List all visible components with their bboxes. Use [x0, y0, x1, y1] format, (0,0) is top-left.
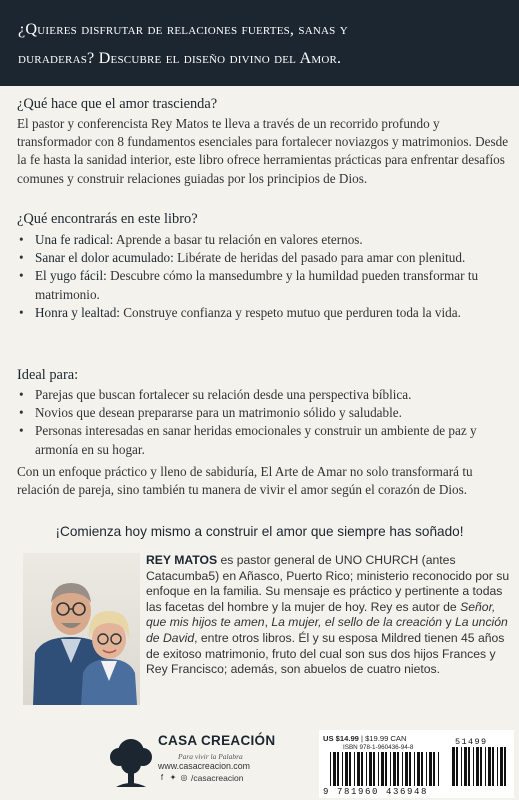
- addon-number: 51499: [455, 737, 488, 747]
- barcode-bar: [429, 752, 432, 786]
- barcode-bar: [402, 752, 403, 786]
- barcode-bar: [369, 752, 372, 786]
- tree-icon: [108, 733, 154, 791]
- header-tagline-line-2: duraderas? Descubre el diseño divino del Amor.: [18, 49, 342, 67]
- ideal-item: • Novios que desean prepararse para un matrimonio sólido y saludable.: [17, 404, 507, 422]
- barcode-bar: [497, 747, 498, 786]
- barcode-bar: [409, 752, 411, 786]
- barcode-bar: [378, 752, 379, 786]
- author-bio-text: , entre otros libros. Él y su esposa Mildred tienen 45 años de exitoso matrimonio, fruto del cual son sus dos hijos Frances y Rey Francisco; además, son abuelos de cuatro nietos.: [146, 630, 505, 677]
- barcode-bar: [349, 752, 351, 786]
- barcode-bar: [485, 747, 486, 786]
- contents-item-text: Construye confianza y respeto mutuo que perduren toda la vida.: [119, 304, 461, 320]
- author-photo: [23, 553, 140, 705]
- contents-item-title: Sanar el dolor acumulado:: [35, 250, 174, 266]
- barcode-bar: [361, 752, 363, 786]
- contents-item: [17, 249, 507, 267]
- barcode-bar: [337, 752, 339, 786]
- barcode-bar: [480, 747, 482, 786]
- barcode-bar: [473, 747, 474, 786]
- facebook-icon[interactable]: f: [160, 773, 164, 782]
- contents-item: [17, 304, 507, 322]
- social-handle: /casacreacion: [191, 773, 244, 783]
- author-bio-separator: y: [442, 615, 455, 630]
- contents-item-text: Descubre cómo la mansedumbre y la humildad pueden transformar tu matrimonio.: [35, 268, 479, 302]
- barcode-bar: [345, 752, 348, 786]
- author-photo-illustration: [23, 553, 140, 705]
- author-name: REY MATOS: [146, 553, 218, 567]
- author-bio-separator: ,: [264, 615, 272, 630]
- barcode-bar: [373, 752, 375, 786]
- contents-item-title: Honra y lealtad:: [35, 304, 120, 320]
- ideal-list: [17, 386, 507, 459]
- instagram-icon[interactable]: ◎: [180, 773, 188, 782]
- ideal-item: • Personas interesadas en sanar heridas emocionales y construir un ambiente de paz y armonía en su hogar.: [17, 422, 507, 458]
- barcode-bar: [333, 752, 336, 786]
- header-band: [0, 0, 519, 86]
- contents-item-text: Libérate de heridas del pasado para amar con plenitud.: [173, 250, 466, 266]
- price-can: | $19.99 CAN: [358, 734, 407, 743]
- price-us: US $14.99: [323, 734, 359, 743]
- barcode-bar: [405, 752, 408, 786]
- barcode-bar: [468, 747, 470, 786]
- barcode-bar: [397, 752, 399, 786]
- barcode-bar: [464, 747, 467, 786]
- author-bio-text: es pastor general de UNO CHURCH (antes Catacumba5) en Añasco, Puerto Rico; ministerio reconocido por su enfoque en la familia. Su mensaje es práctico y pertinente a todas las facetas del hombre y la mujer de hoy. Rey es autor de: [146, 553, 510, 614]
- addon-barcode: [452, 747, 507, 786]
- barcode-bar: [456, 747, 458, 786]
- barcode-bar: [492, 747, 494, 786]
- barcode-bar: [417, 752, 420, 786]
- contents-item: [17, 231, 507, 249]
- publisher-website[interactable]: www.casacreacion.com: [158, 761, 250, 771]
- barcode-bar: [414, 752, 415, 786]
- contents-heading: ¿Qué encontrarás en este libro?: [17, 211, 198, 227]
- barcode-bar: [426, 752, 427, 786]
- barcode-bar: [385, 752, 387, 786]
- ideal-item: • Parejas que buscan fortalecer su relación desde una perspectiva bíblica.: [17, 386, 507, 404]
- barcode-bar: [500, 747, 503, 786]
- intro-body: El pastor y conferencista Rey Matos te lleva a través de un recorrido profundo y transformador con 8 fundamentos esenciales para fortalecer noviazgos y matrimonios. Desde la fe hasta la sanidad interior, este libro ofrece herramientas prácticas para enfrentar desafíos comunes y construir relaciones guiadas por los principios de Dios.: [17, 116, 509, 186]
- barcode-bar: [476, 747, 479, 786]
- closing-paragraph: Con un enfoque práctico y lleno de sabiduría, El Arte de Amar no solo transformará tu relación de pareja, sino también tu manera de vivir el amor según el corazón de Dios.: [17, 464, 473, 498]
- contents-item-text: Aprende a basar tu relación en valores eternos.: [113, 232, 363, 247]
- barcode-bar: [438, 752, 439, 786]
- barcode-bar: [342, 752, 343, 786]
- intro-heading: ¿Qué hace que el amor trascienda?: [17, 96, 218, 112]
- contents-item-title: Una fe radical:: [35, 232, 114, 247]
- contents-item-title: El yugo fácil:: [35, 268, 107, 284]
- author-book-title: La mujer, el sello de la creación: [271, 615, 443, 630]
- barcode-bar: [330, 752, 331, 786]
- barcode-bar: [390, 752, 391, 786]
- barcode-bar: [452, 747, 455, 786]
- publisher-tagline: Para vivir la Palabra: [178, 752, 243, 761]
- barcode-bar: [488, 747, 491, 786]
- twitter-icon[interactable]: ✦: [169, 773, 177, 782]
- barcode-bar: [366, 752, 367, 786]
- social-links: [158, 773, 243, 783]
- barcode-bar: [354, 752, 355, 786]
- author-book-title: Señor, que mis hijos te amen: [146, 599, 496, 630]
- publisher-name: CASA CREACIÓN: [158, 733, 276, 748]
- header-tagline: [18, 15, 508, 73]
- isbn-number: 9 781960 436948: [323, 787, 429, 797]
- barcode-bar: [433, 752, 435, 786]
- barcode-bar: [504, 747, 506, 786]
- barcode-bar: [381, 752, 384, 786]
- ideal-heading: Ideal para:: [17, 367, 79, 383]
- price-label: [323, 734, 406, 743]
- contents-item: [17, 267, 507, 303]
- barcode-bar: [393, 752, 396, 786]
- barcode-bar: [357, 752, 360, 786]
- author-book-title: La unción de David: [146, 615, 508, 645]
- author-bio: [146, 553, 510, 678]
- header-tagline-line-1: ¿Quieres disfrutar de relaciones fuertes, sanas y: [18, 20, 348, 38]
- call-to-action: ¡Comienza hoy mismo a construir el amor que siempre has soñado!: [55, 524, 464, 539]
- barcode-bar: [421, 752, 423, 786]
- barcode-bar: [461, 747, 462, 786]
- isbn-barcode: [330, 752, 442, 786]
- contents-list: [17, 231, 507, 322]
- isbn-label: ISBN 978-1-960436-94-8: [343, 744, 414, 751]
